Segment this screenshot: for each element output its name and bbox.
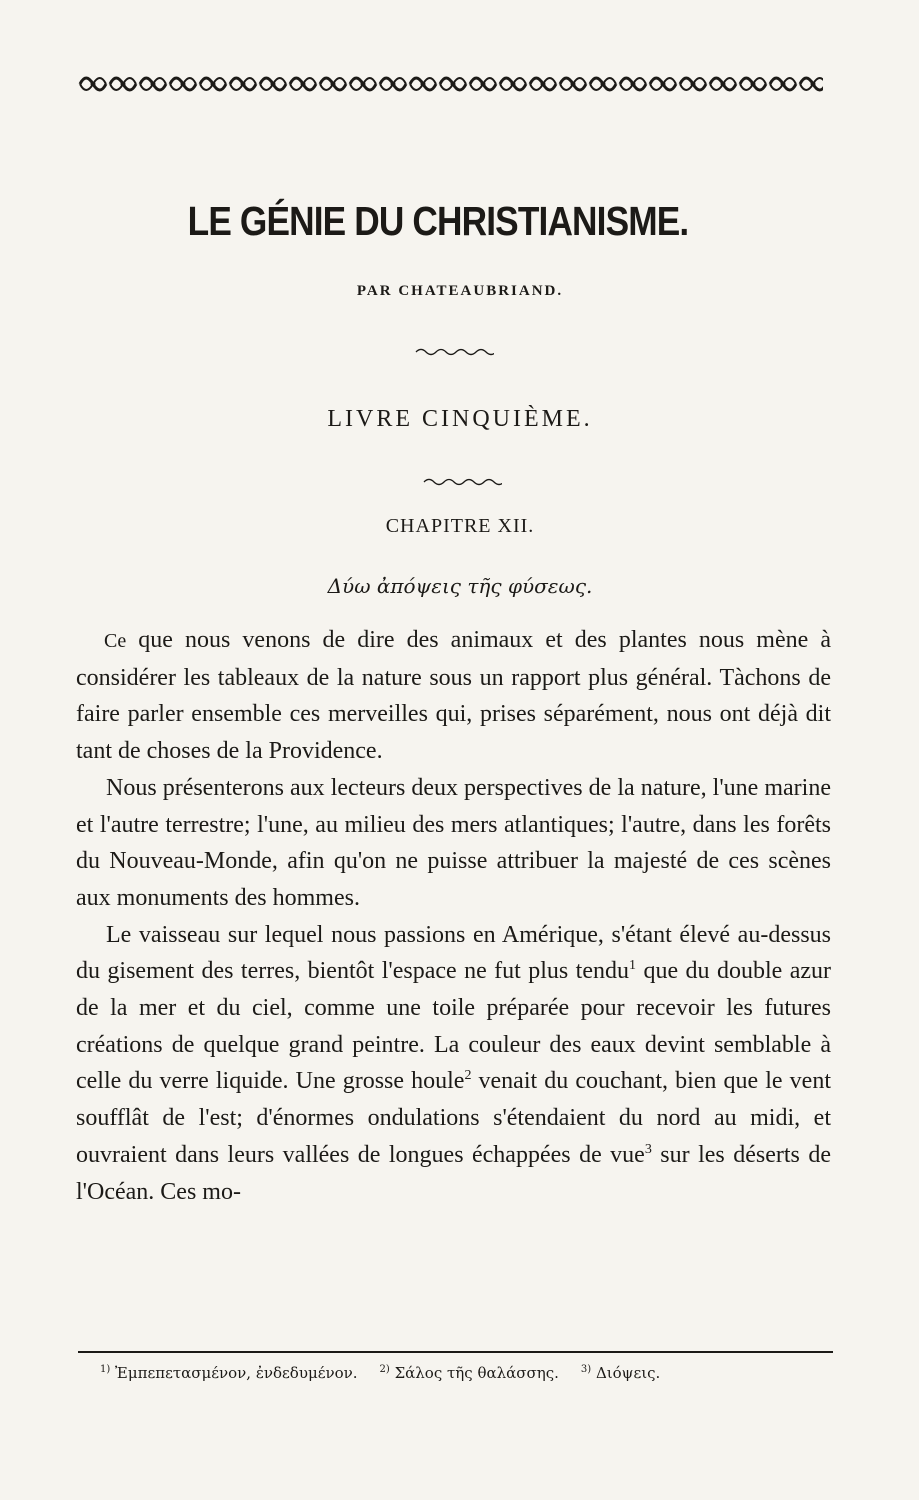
footnote-divider — [78, 1351, 833, 1353]
book-heading: LIVRE CINQUIÈME. — [327, 406, 593, 432]
footnote-ref: 2 — [464, 1068, 472, 1084]
footnote — [100, 1364, 358, 1382]
footnote-mark: 1) — [100, 1364, 111, 1375]
paragraph: Nous présenterons aux lecteurs deux perspectives de la nature, l'une marine et l'autre terrestre; l'une, au milieu des mers atlantiques; l'autre, dans les forêts du Nouveau-Monde, afin qu'on ne puisse attribuer la majesté de ces scènes aux monuments des hommes. — [76, 774, 831, 911]
paragraph-text: venait du couchant, bien que le vent soufflât de l'est; d'énormes ondulations s'étendaient du nord au midi, et ouvraient dans leurs vallées de longues échappées de vue — [76, 1068, 831, 1168]
footnote-ref: 1 — [629, 958, 637, 974]
footnote-ref: 3 — [644, 1141, 652, 1157]
footnote-text: Σάλος τῆς θαλάσσης. — [394, 1364, 559, 1382]
flourish-ornament — [422, 476, 502, 488]
paragraph-text: Le vaisseau sur lequel nous passions en Amérique, s'étant élevé au-dessus du gisement des terres, bientôt l'espace ne fut plus tendu — [76, 921, 831, 985]
ornamental-border — [78, 70, 823, 98]
footnote-mark: 2) — [379, 1364, 390, 1375]
page-title: LE GÉNIE DU CHRISTIANISME. — [187, 198, 689, 244]
flourish-ornament — [414, 346, 494, 358]
footnote — [380, 1364, 559, 1382]
body-text — [76, 622, 831, 1210]
footnote-text: Ἐμπεπετασμένον, ἐνδεδυμένον. — [115, 1364, 358, 1382]
paragraph — [76, 917, 831, 1211]
footnote — [581, 1364, 660, 1382]
small-caps-opening: Ce — [104, 630, 127, 652]
footnote-text: Διόψεις. — [595, 1364, 661, 1382]
paragraph — [76, 622, 831, 770]
chapter-heading: CHAPITRE XII. — [385, 515, 535, 537]
paragraph-text: sur les déserts de l'Océan. Ces mo- — [76, 1141, 831, 1205]
footnote-mark: 3) — [580, 1364, 592, 1375]
author-line: PAR CHATEAUBRIAND. — [356, 283, 564, 299]
paragraph-text: que nous venons de dire des animaux et des plantes nous mène à considérer les tableaux de la nature sous un rapport plus général. Tàchons de faire parler ensemble ces merveilles qui, prises séparément, nous ont déjà dit tant de choses de la Providence. — [76, 627, 831, 765]
paragraph-text: que du double azur de la mer et du ciel, comme une toile préparée pour recevoir les futures créations de quelque grand peintre. La couleur des eaux devint semblable à celle du verre liquide. Une grosse houle — [76, 958, 831, 1095]
footnotes — [100, 1364, 820, 1382]
greek-epigraph: Δύω ἀπόψεις τῆς φύσεως. — [327, 574, 593, 598]
